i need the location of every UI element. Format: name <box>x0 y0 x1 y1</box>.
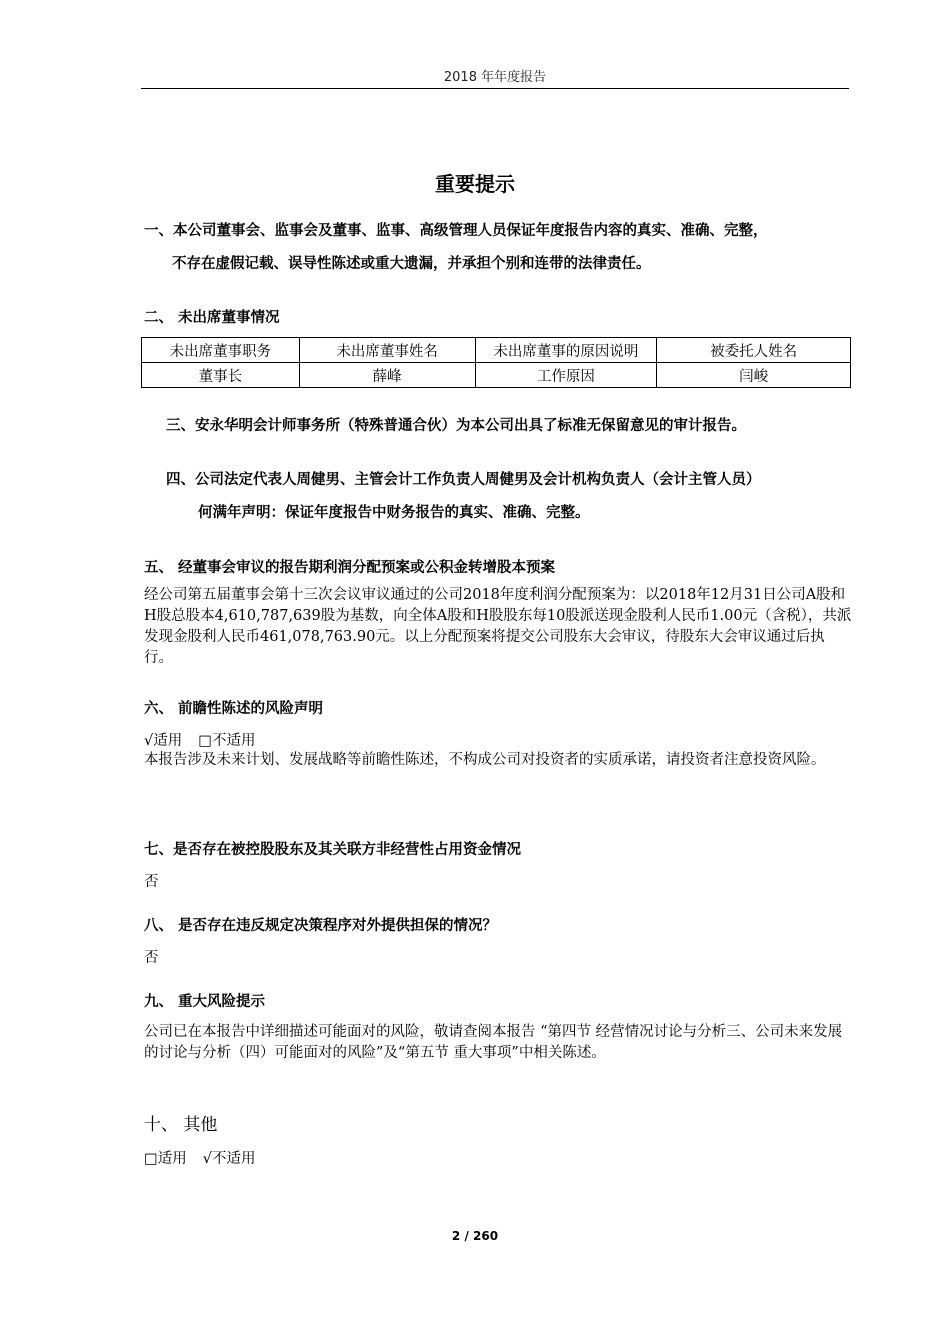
option-not-applicable-unchecked: □不适用 <box>198 733 256 749</box>
table-cell: 闫峻 <box>657 363 851 388</box>
section-3-text: 三、安永华明会计师事务所（特殊普通合伙）为本公司出具了标准无保留意见的审计报告。 <box>166 418 746 434</box>
section-1-line-1: 一、本公司董事会、监事会及董事、监事、高级管理人员保证年度报告内容的真实、准确、完整， <box>144 223 768 239</box>
table-header-row <box>142 338 851 363</box>
section-8-heading: 八、 是否存在违反规定决策程序对外提供担保的情况？ <box>144 918 498 934</box>
table-header-cell: 未出席董事的原因说明 <box>475 338 657 363</box>
option-applicable-unchecked: □适用 <box>144 1151 187 1167</box>
section-10-options <box>144 1147 255 1168</box>
section-4-line-1: 四、公司法定代表人周健男、主管会计工作负责人周健男及会计机构负责人（会计主管人员） <box>166 472 761 488</box>
section-9-body: 公司已在本报告中详细描述可能面对的风险，敬请查阅本报告 “第四节 经营情况讨论与分析三、公司未来发展的讨论与分析（四）可能面对的风险”及“第五节 重大事项”中相关陈述。 <box>144 1024 843 1061</box>
page-header: 2018 年年度报告 <box>443 70 547 85</box>
section-5-body: 经公司第五届董事会第十三次会议审议通过的公司2018年度利润分配预案为：以2018年12月31日公司A股和H股总股本4,610,787,639股为基数，向全体A股和H股股东每10股派送现金股利人民币1.00元（含税），共派发现金股利人民币461,078,763.90元。以上分配预案将提交公司股东大会审议，待股东大会审议通过后执行。 <box>144 587 852 666</box>
table-header-cell: 被委托人姓名 <box>657 338 851 363</box>
section-1-line-2: 不存在虚假记载、误导性陈述或重大遗漏，并承担个别和连带的法律责任。 <box>172 256 651 272</box>
section-6-options <box>144 729 255 750</box>
table-cell: 工作原因 <box>475 363 657 388</box>
section-9-heading: 九、 重大风险提示 <box>144 994 266 1010</box>
table-cell: 薛峰 <box>299 363 475 388</box>
page-title: 重要提示 <box>435 172 515 196</box>
section-2-heading: 二、 未出席董事情况 <box>144 310 280 326</box>
section-6-heading: 六、 前瞻性陈述的风险声明 <box>144 701 324 717</box>
section-5-heading: 五、 经董事会审议的报告期利润分配预案或公积金转增股本预案 <box>144 560 556 576</box>
page-number: 2 / 260 <box>451 1229 499 1243</box>
header-rule <box>141 88 849 89</box>
option-not-applicable-checked: √不适用 <box>202 1151 256 1167</box>
section-10-heading: 十、 其他 <box>144 1115 218 1135</box>
absent-directors-table <box>141 337 851 388</box>
section-6-body: 本报告涉及未来计划、发展战略等前瞻性陈述，不构成公司对投资者的实质承诺，请投资者注意投资风险。 <box>144 752 826 768</box>
section-7-answer: 否 <box>144 874 159 890</box>
table-header-cell: 未出席董事姓名 <box>299 338 475 363</box>
table-header-cell: 未出席董事职务 <box>142 338 300 363</box>
table-row <box>142 363 851 388</box>
section-8-answer: 否 <box>144 950 159 966</box>
option-applicable-checked: √适用 <box>144 733 183 749</box>
table-cell: 董事长 <box>142 363 300 388</box>
section-4-line-2: 何满年声明：保证年度报告中财务报告的真实、准确、完整。 <box>198 505 590 521</box>
section-7-heading: 七、是否存在被控股股东及其关联方非经营性占用资金情况 <box>144 842 521 858</box>
